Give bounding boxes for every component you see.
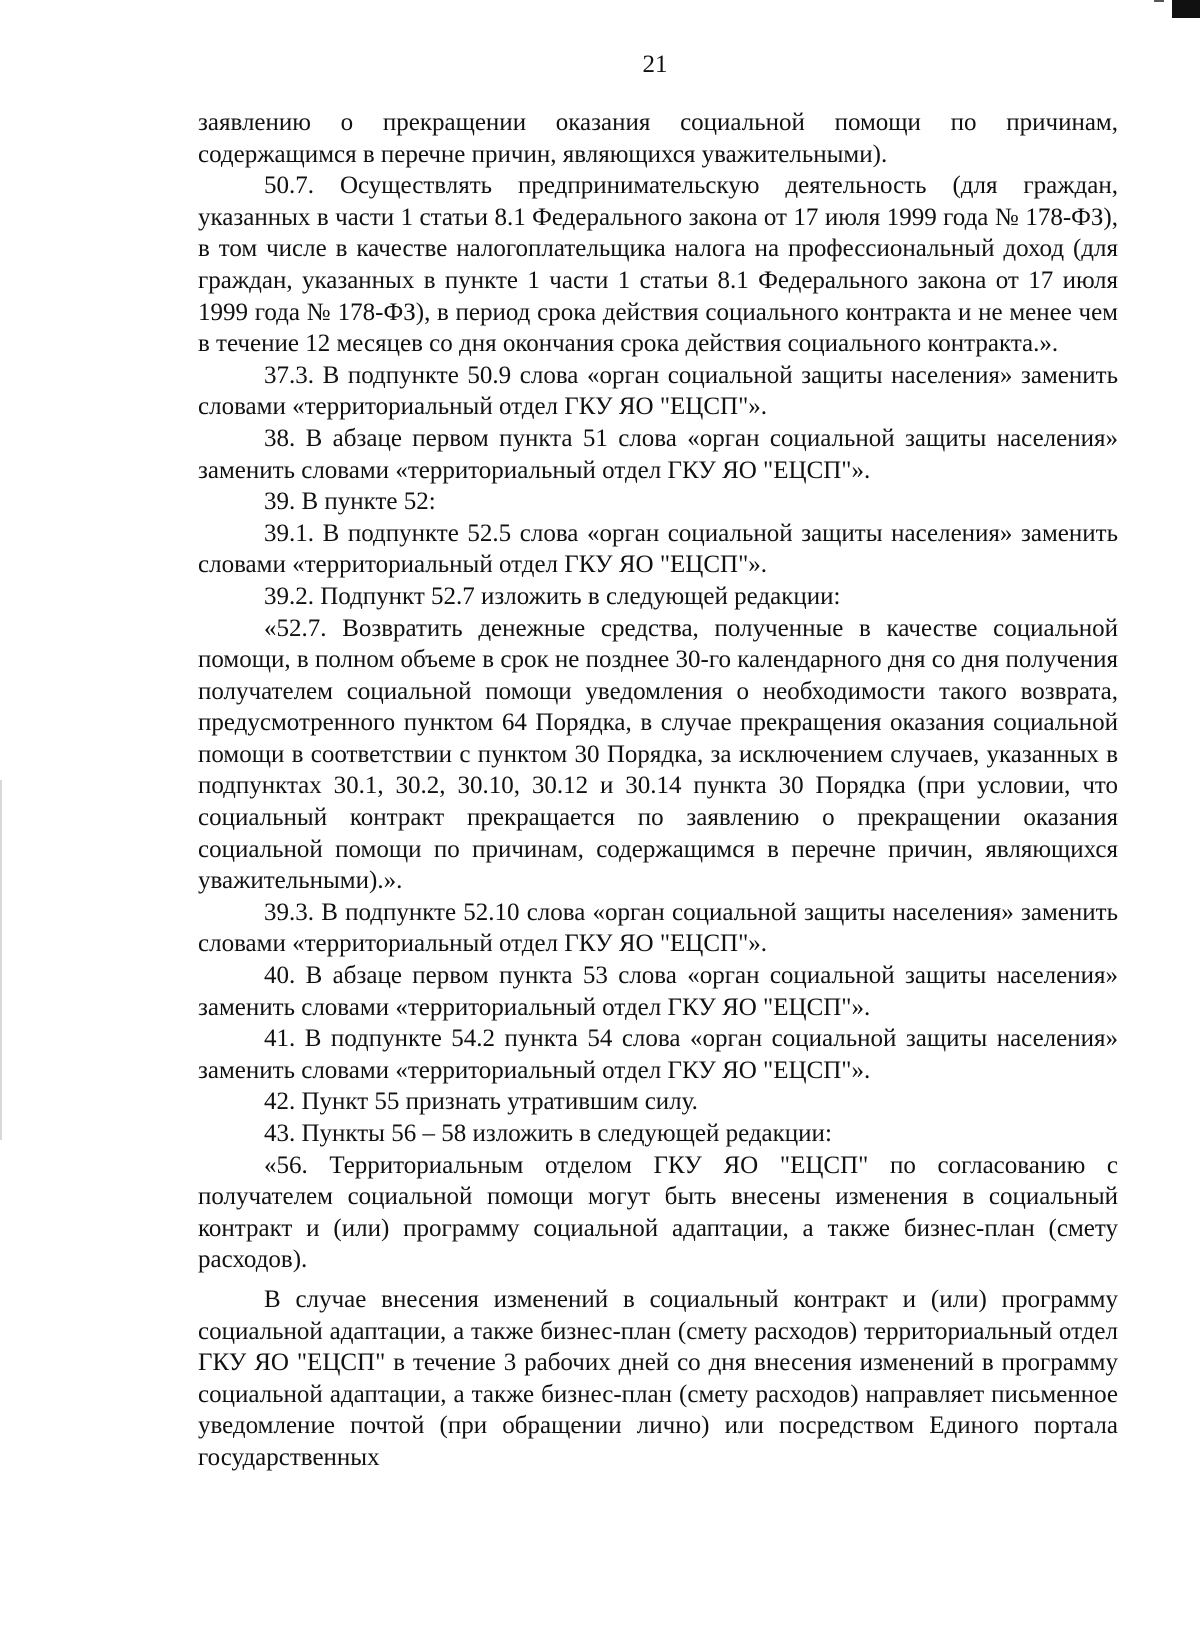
paragraph-item-42: 42. Пункт 55 признать утратившим силу.	[264, 1088, 698, 1116]
paragraph-item-50-7: 50.7. Осуществлять предпринимательскую деятельность (для граждан, указанных в части 1 статьи 8.1 Федерального закона от 17 июля 1999 года № 178-ФЗ), в том числе в качестве налогоплательщика налога на профессиональный доход (для граждан, указанных в пункте 1 части 1 статьи 8.1 Федерального закона от 17 июля 1999 года № 178-ФЗ), в период срока действия социального контракта и не менее чем в течение 12 месяцев со дня окончания срока действия социального контракта.».	[198, 172, 1118, 358]
paragraph-item-39: 39. В пункте 52:	[264, 488, 436, 516]
paragraph-item-41: 41. В подпункте 54.2 пункта 54 слова «орган социальной защиты населения» заменить словами «территориальный отдел ГКУ ЯО "ЕЦСП"».	[198, 1025, 1118, 1084]
paragraph-item-39-2: 39.2. Подпункт 52.7 изложить в следующей редакции:	[264, 582, 841, 610]
page-number: 21	[642, 51, 668, 78]
paragraph-item-43: 43. Пункты 56 – 58 изложить в следующей редакции:	[264, 1120, 832, 1147]
paragraph-item-38: 38. В абзаце первом пункта 51 слова «орган социальной защиты населения» заменить словами «территориальный отдел ГКУ ЯО "ЕЦСП"».	[198, 424, 1118, 484]
paragraph-item-40: 40. В абзаце первом пункта 53 слова «орган социальной защиты населения» заменить словами «территориальный отдел ГКУ ЯО "ЕЦСП"».	[198, 962, 1118, 1021]
paragraph-item-37-3: 37.3. В подпункте 50.9 слова «орган социальной защиты населения» заменить словами «территориальный отдел ГКУ ЯО "ЕЦСП"».	[198, 361, 1118, 421]
paragraph-continuation: заявлению о прекращении оказания социальной помощи по причинам, содержащимся в перечне причин, являющихся уважительными).	[198, 109, 1118, 168]
paragraph-item-39-3: 39.3. В подпункте 52.10 слова «орган социальной защиты населения» заменить словами «территориальный отдел ГКУ ЯО "ЕЦСП"».	[198, 898, 1118, 958]
scan-edge-line	[0, 780, 2, 1140]
paragraph-item-56: «56. Территориальным отделом ГКУ ЯО "ЕЦСП" по согласованию с получателем социальной помощи могут быть внесены изменения в социальный контракт и (или) программу социальной адаптации, а также бизнес-план (смету расходов).	[198, 1151, 1118, 1274]
paragraph-item-52-7: «52.7. Возвратить денежные средства, полученные в качестве социальной помощи, в полном объеме в срок не позднее 30-го календарного дня со дня получения получателем социальной помощи уведомления о необходимости такого возврата, предусмотренного пунктом 64 Порядка, в случае прекращения оказания социальной помощи в соответствии с пунктом 30 Порядка, за исключением случаев, указанных в подпунктах 30.1, 30.2, 30.10, 30.12 и 30.14 пункта 30 Порядка (при условии, что социальный контракт прекращается по заявлению о прекращении оказания социальной помощи по причинам, содержащимся в перечне причин, являющихся уважительными).».	[198, 614, 1118, 895]
document-body	[198, 107, 1118, 1474]
paragraph-item-56-continuation: В случае внесения изменений в социальный контракт и (или) программу социальной адаптации, а также бизнес-план (смету расходов) территориальный отдел ГКУ ЯО "ЕЦСП" в течение 3 рабочих дней со дня внесения изменений в программу социальной адаптации, а также бизнес-план (смету расходов) направляет письменное уведомление почтой (при обращении лично) или посредством Единого портала государственных	[198, 1285, 1118, 1471]
scan-corner-tick	[1154, 0, 1164, 2]
paragraph-item-39-1: 39.1. В подпункте 52.5 слова «орган социальной защиты населения» заменить словами «территориальный отдел ГКУ ЯО "ЕЦСП"».	[198, 519, 1118, 579]
scan-corner-mark	[1172, 0, 1200, 18]
